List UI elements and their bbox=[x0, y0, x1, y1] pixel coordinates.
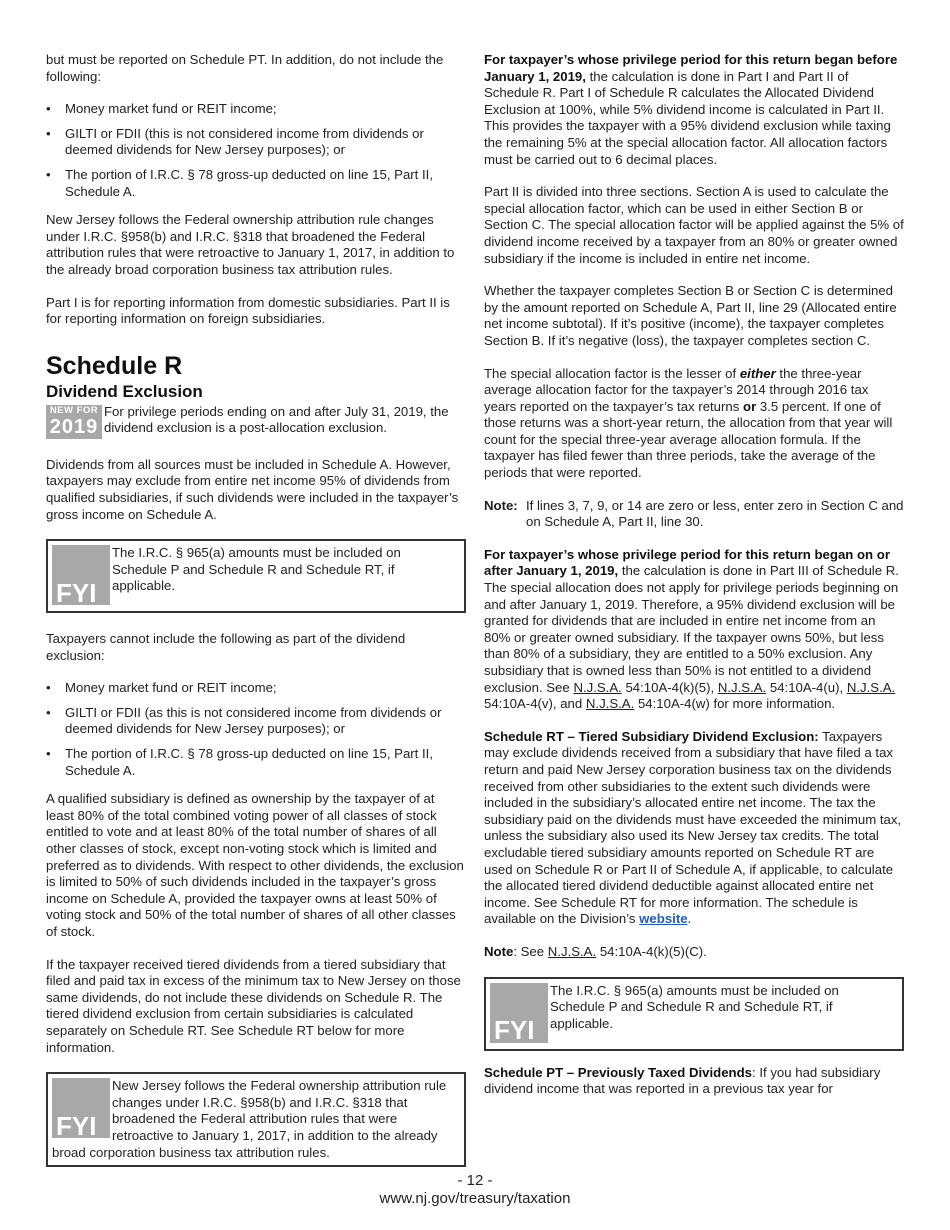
paragraph-text: : See bbox=[513, 943, 548, 959]
fyi-icon bbox=[52, 545, 110, 608]
citation-link: N.J.S.A. bbox=[717, 679, 767, 695]
paragraph: Whether the taxpayer completes Section B or Section C is determined by the amount reported on Schedule A, Part II, line 29 (Allocated entire net income subtotal). If it’s positive (income), the taxpayer completes Section B. If it’s negative (loss), the taxpayer completes section C. bbox=[484, 283, 897, 348]
emphasis: or bbox=[743, 398, 757, 414]
bold-lead: For taxpayer’s whose privilege period for this return began on or after January 1, 2019, bbox=[484, 546, 890, 579]
list-item: • Money market fund or REIT income; bbox=[46, 680, 466, 697]
section-title: Schedule R bbox=[46, 351, 183, 380]
fyi-box bbox=[46, 539, 466, 613]
paragraph: Part I is for reporting information from domestic subsidiaries. Part II is for reporting information on foreign subsidiaries. bbox=[46, 294, 450, 327]
bold-lead: Schedule PT – Previously Taxed Dividends bbox=[484, 1064, 752, 1080]
paragraph: Dividends from all sources must be included in Schedule A. However, taxpayers may exclude from entire net income 95% of dividends from qualified subsidiaries, if such dividends were included in the taxpayer’s gross income on Schedule A. bbox=[46, 456, 459, 522]
paragraph bbox=[484, 52, 904, 168]
paragraph bbox=[484, 366, 904, 482]
fyi-text: The I.R.C. § 965(a) amounts must be included on Schedule P and Schedule R and Schedule RT, if applicable. bbox=[112, 545, 401, 594]
fyi-icon bbox=[490, 983, 548, 1043]
section-subtitle: Dividend Exclusion bbox=[46, 381, 203, 401]
new-for-text: For privilege periods ending on and after July 31, 2019, the dividend exclusion is a post-allocation exclusion. bbox=[104, 403, 449, 436]
paragraph-text: Taxpayers may exclude dividends received from a subsidiary that have filed a tax return and paid New Jersey corporation business tax on the dividends received from other subsidiaries to the extent such dividends were included in the subsidiary’s allocated entire net income. The tax the subsidiary paid on the dividends must have exceeded the minimum tax, unless the subsidiary also used its New Jersey tax credits. The total excludable tiered subsidiary amounts reported on Schedule RT are used on Schedule R or Part II of Schedule A, if applicable, to calculate the allocated tiered dividend deductible against allocated entire net income. See Schedule RT for more information. The schedule is available on the Division’s bbox=[484, 728, 902, 927]
citation-link: N.J.S.A. bbox=[846, 679, 896, 695]
note-text: If lines 3, 7, 9, or 14 are zero or less, enter zero in Section C and on Schedule A, Part II, line 30. bbox=[526, 497, 904, 530]
left-column bbox=[46, 52, 466, 1185]
emphasis: either bbox=[739, 365, 776, 381]
paragraph-text: 54:10A-4(w) for more information. bbox=[634, 696, 836, 712]
paragraph-text: 54:10A-4(k)(5), bbox=[621, 679, 718, 695]
list-item: • GILTI or FDII (this is not considered income from dividends or deemed dividends for New Jersey purposes); or bbox=[46, 126, 466, 159]
paragraph-text: the calculation is done in Part I and Part II of Schedule R. Part I of Schedule R calculates the Allocated Dividend Exclusion at 100%, while 5% dividend income is calculated in Part II. This provides the taxpayer with a 95% dividend exclusion while taxing the remaining 5% at the special allocation factor. All allocation factors must be carried out to 6 decimal places. bbox=[484, 68, 891, 167]
bullet-list bbox=[46, 680, 466, 779]
bold-lead: For taxpayer’s whose privilege period for this return began before January 1, 2019, bbox=[484, 52, 898, 84]
fyi-label: FYI bbox=[56, 1110, 97, 1141]
note bbox=[484, 944, 904, 961]
paragraph bbox=[484, 729, 904, 928]
list-item: • Money market fund or REIT income; bbox=[46, 101, 466, 118]
bullet-list bbox=[46, 101, 466, 200]
paragraph bbox=[484, 547, 904, 713]
paragraph: A qualified subsidiary is defined as ownership by the taxpayer of at least 80% of the total combined voting power of all classes of stock entitled to vote and at least 80% of the total number of shares of all other classes of stock, except non-voting stock which is limited and preferred as to dividends. With respect to other dividends, the exclusion is limited to 50% of such dividends included in the taxpayer’s gross income on Schedule A, provided the taxpayer owns at least 50% of voting stock and 50% of the total number of shares of all other classes of stock. bbox=[46, 791, 464, 939]
list-item: • The portion of I.R.C. § 78 gross-up deducted on line 15, Part II, Schedule A. bbox=[46, 167, 466, 200]
paragraph: New Jersey follows the Federal ownership attribution rule changes under I.R.C. §958(b) and I.R.C. §318 that broadened the Federal attribution rules that were retroactive to January 1, 2017, in addition to the already broad corporation business tax attribution rules. bbox=[46, 212, 455, 277]
bold-lead: Schedule RT – Tiered Subsidiary Dividend Exclusion: bbox=[484, 728, 819, 744]
paragraph-text: the three-year average allocation factor for the taxpayer’s 2014 through 2016 tax years reported on the taxpayer’s tax returns bbox=[484, 365, 869, 414]
fyi-box bbox=[46, 1072, 466, 1167]
right-column bbox=[484, 52, 904, 1114]
page-number: - 12 - bbox=[457, 1172, 493, 1189]
list-item: • The portion of I.R.C. § 78 gross-up deducted on line 15, Part II, Schedule A. bbox=[46, 746, 466, 779]
note-label: Note bbox=[484, 943, 514, 959]
badge-top: NEW FOR bbox=[49, 404, 99, 416]
new-for-2019-icon bbox=[46, 405, 102, 439]
paragraph-text: . bbox=[687, 911, 692, 927]
paragraph: Part II is divided into three sections. Section A is used to calculate the special allocation factor, which can be used in either Section B or Section C. The special allocation factor will be applied against the 5% of dividend income received by a taxpayer from an 80% or greater owned subsidiary if the income is included in entire net income. bbox=[484, 184, 904, 266]
paragraph: but must be reported on Schedule PT. In addition, do not include the following: bbox=[46, 52, 444, 84]
citation-link: N.J.S.A. bbox=[547, 943, 597, 959]
paragraph: If the taxpayer received tiered dividends from a tiered subsidiary that filed and paid tax in excess of the minimum tax to New Jersey on those same dividends, do not include these dividends on Schedule R. The tiered dividend exclusion from certain subsidiaries is calculated separately on Schedule RT. See Schedule RT below for more information. bbox=[46, 956, 461, 1055]
note bbox=[484, 498, 904, 531]
paragraph-text: the calculation is done in Part III of Schedule R. The special allocation does not apply for privilege periods beginning on and after January 1, 2019. Therefore, a 95% dividend exclusion will be granted for dividends that are included in entire net income from an 80% or greater owned subsidiary. If the taxpayer owns 50%, but less than 80% of a subsidiary, they are entitled to a 50% exclusion. Any subsidiary that is owned less than 50% is not entitled to a dividend exclusion. See bbox=[484, 563, 899, 695]
paragraph-text: The special allocation factor is the lesser of bbox=[484, 365, 740, 381]
paragraph-text: 54:10A-4(u), bbox=[766, 679, 847, 695]
fyi-text: The I.R.C. § 965(a) amounts must be included on Schedule P and Schedule R and Schedule RT, if applicable. bbox=[550, 982, 839, 1031]
paragraph-text: 54:10A-4(v), and bbox=[484, 696, 586, 712]
website-link[interactable]: website bbox=[639, 911, 688, 927]
paragraph-text: 54:10A-4(k)(5)(C). bbox=[596, 943, 707, 959]
fyi-label: FYI bbox=[494, 1014, 535, 1045]
citation-link: N.J.S.A. bbox=[573, 679, 622, 695]
footer-url: www.nj.gov/treasury/taxation bbox=[379, 1190, 571, 1207]
paragraph bbox=[484, 1065, 904, 1098]
fyi-label: FYI bbox=[56, 577, 97, 608]
new-for-notice bbox=[46, 404, 466, 439]
citation-link: N.J.S.A. bbox=[585, 696, 635, 712]
fyi-box bbox=[484, 977, 904, 1051]
paragraph-text: 3.5 percent. If one of those returns was a short-year return, the allocation from that year will count for the special three-year average allocation formula. If the taxpayer has filed fewer than three periods, take the average of the periods that were reported. bbox=[484, 398, 893, 481]
fyi-icon bbox=[52, 1078, 110, 1141]
note-label: Note: bbox=[484, 497, 518, 513]
fyi-text: New Jersey follows the Federal ownership attribution rule changes under I.R.C. §958(b) and I.R.C. §318 that broadened the Federal attribution rules that were retroactive to January 1, 2017, in addition to the already broad corporation business tax attribution rules. bbox=[52, 1078, 447, 1160]
paragraph-text: : If you had subsidiary dividend income that was reported in a previous tax year for bbox=[484, 1064, 881, 1097]
badge-year: 2019 bbox=[49, 415, 99, 438]
list-item: • GILTI or FDII (as this is not considered income from dividends or deemed dividends for New Jersey purposes); or bbox=[46, 705, 466, 738]
paragraph: Taxpayers cannot include the following as part of the dividend exclusion: bbox=[46, 631, 406, 663]
